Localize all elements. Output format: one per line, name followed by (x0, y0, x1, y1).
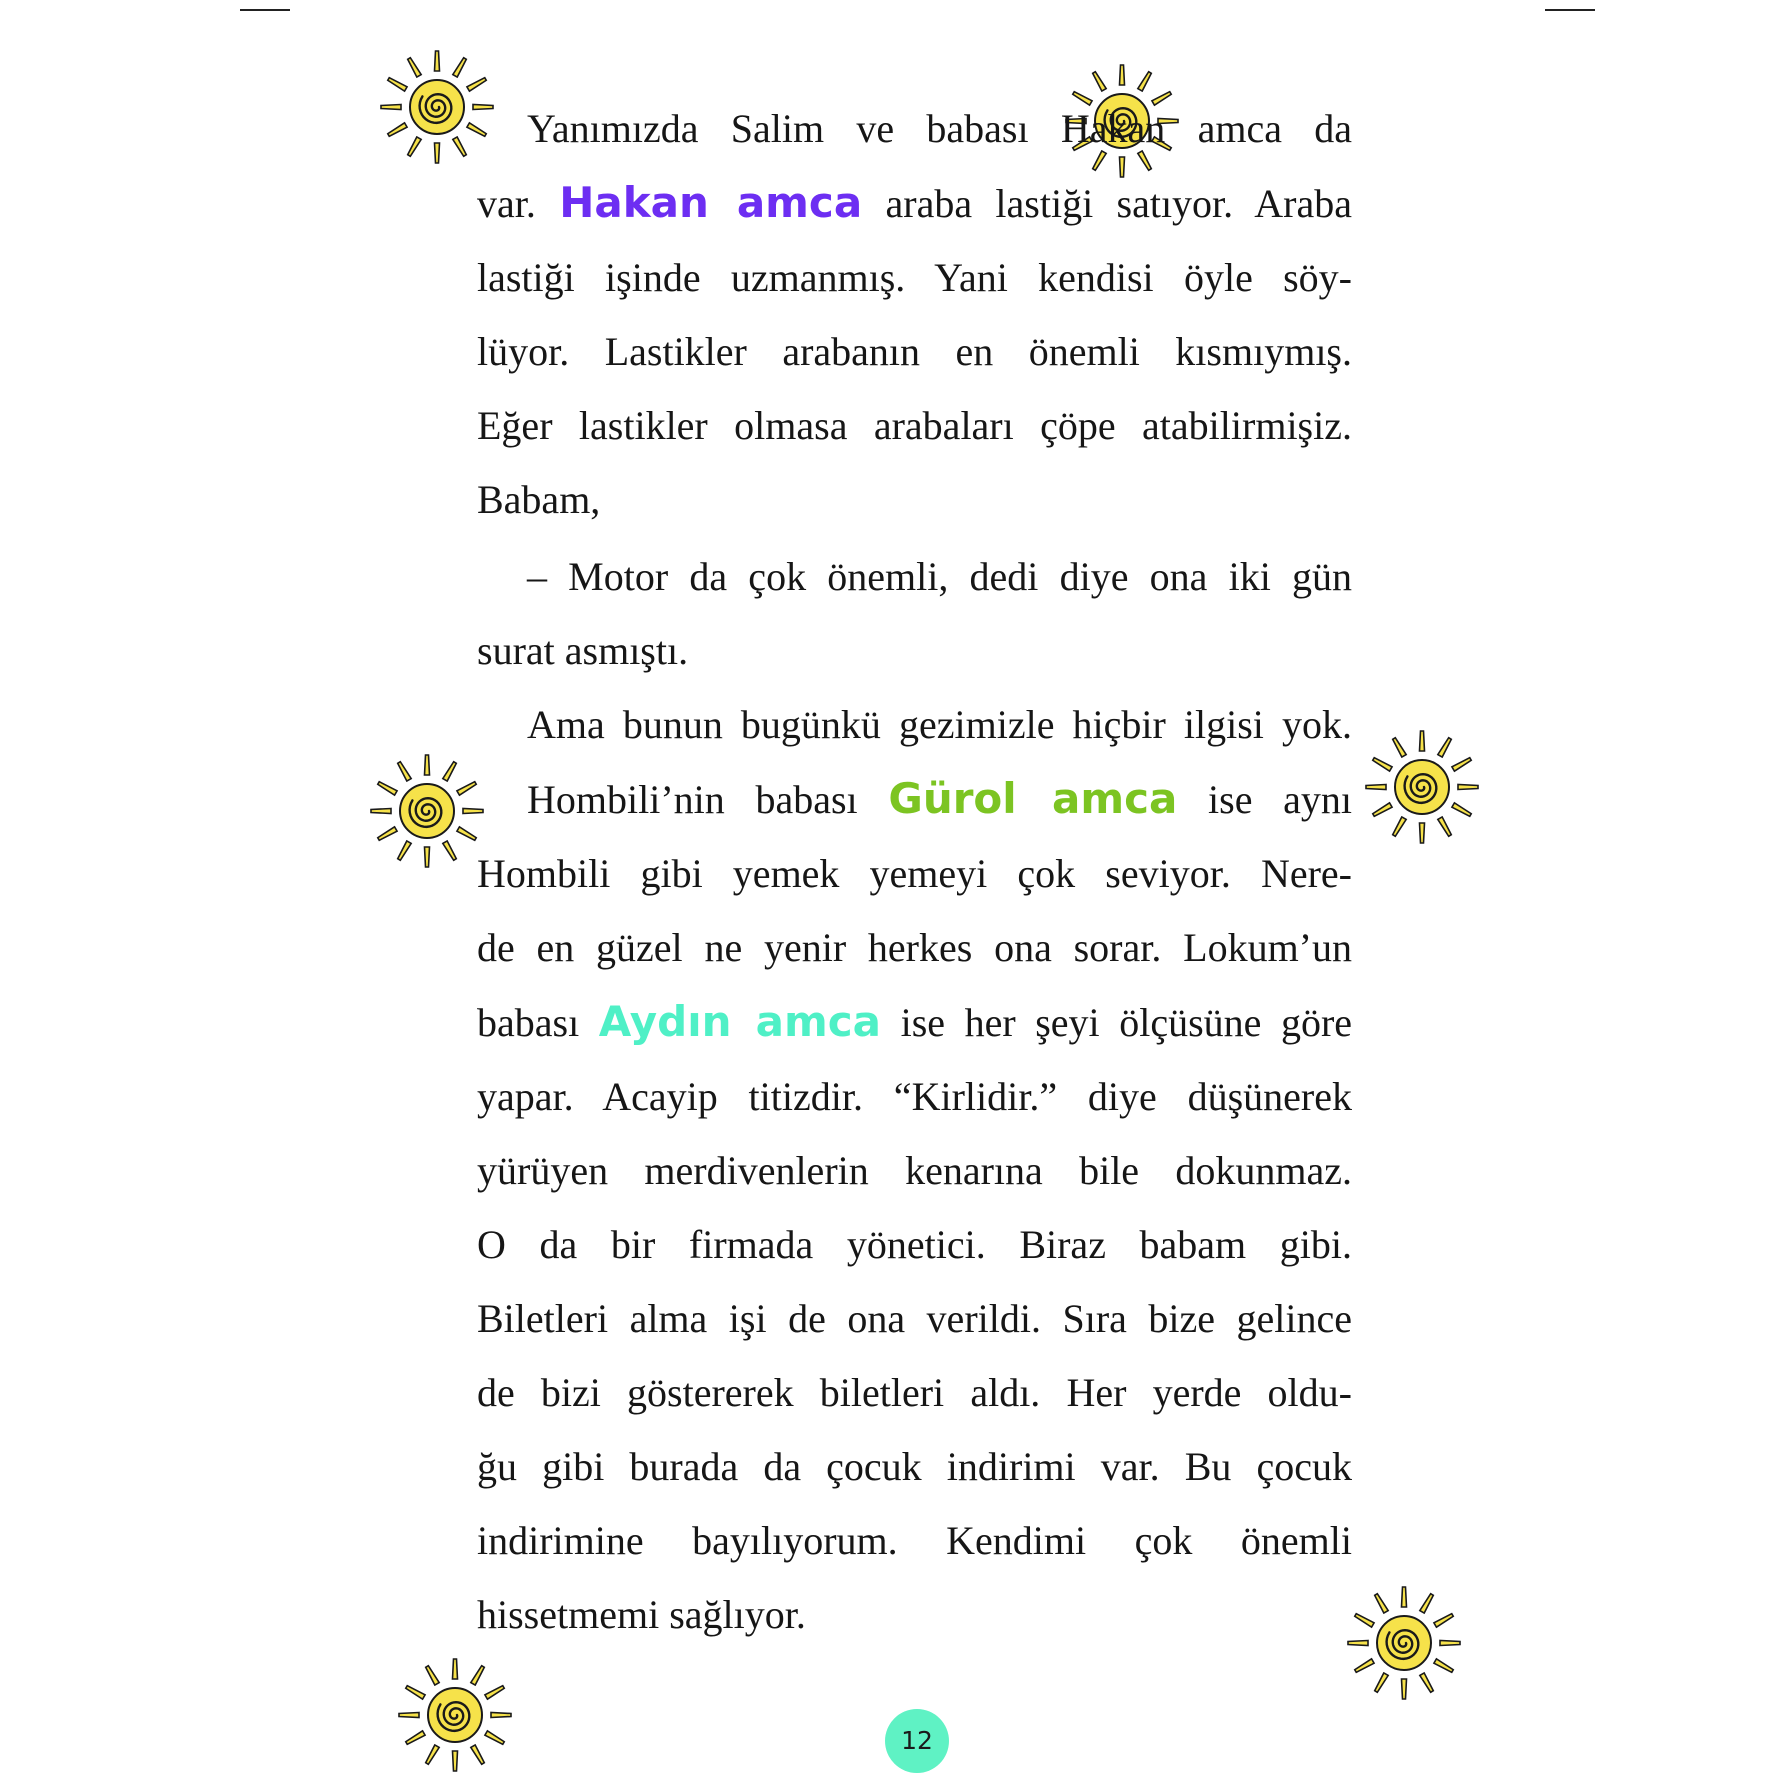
text-line: yürüyen merdivenlerin kenarına bile dokunmaz. (477, 1148, 1352, 1193)
sun-ray (467, 78, 486, 91)
crop-mark-right (1545, 9, 1595, 11)
sun-disc (400, 784, 454, 838)
sun-disc (1395, 760, 1449, 814)
sun-icon (388, 1652, 522, 1778)
page-number-badge: 12 (885, 1709, 949, 1773)
sun-disc (428, 1688, 482, 1742)
paragraph-3 (477, 688, 1352, 762)
sun-ray (453, 137, 466, 156)
text-line: hissetmemi sağlıyor. (477, 1592, 806, 1637)
sun-ray (425, 847, 430, 867)
sun-disc (1377, 1616, 1431, 1670)
sun-ray (1373, 758, 1392, 771)
text-line (477, 166, 1352, 241)
sun-ray (398, 841, 411, 860)
sun-ray (1366, 785, 1386, 790)
sun-ray (1458, 785, 1478, 790)
sun-ray (1420, 823, 1425, 843)
sun-ray (435, 143, 440, 163)
sun-ray (426, 1666, 439, 1685)
sun-ray (485, 1686, 504, 1699)
text-line: Eğer lastikler olmasa arabaları çöpe atabilirmişiz. (477, 403, 1352, 448)
sun-ray (399, 1713, 419, 1718)
sun-ray (453, 1751, 458, 1771)
text-line: O da bir firmada yönetici. Biraz babam gibi. (477, 1222, 1352, 1267)
sun-ray (398, 762, 411, 781)
sun-ray (1438, 817, 1451, 836)
sun-ray (406, 1731, 425, 1744)
sun-ray (1434, 1614, 1453, 1627)
sun-ray (1093, 72, 1106, 91)
sun-ray (1393, 817, 1406, 836)
text-line: surat asmıştı. (477, 628, 689, 673)
sun-icon (1337, 1580, 1471, 1706)
sun-ray (1438, 738, 1451, 757)
sun-ray (453, 58, 466, 77)
sun-ray (1452, 758, 1471, 771)
sun-icon (1355, 724, 1489, 850)
text-line: indirimine bayılıyorum. Kendimi çok önemli (477, 1518, 1352, 1563)
sun-ray (1393, 738, 1406, 757)
text-line: Ama bunun bugünkü gezimizle hiçbir ilgisi yok. (527, 702, 1352, 747)
text-line: – Motor da çok önemli, dedi diye ona iki gün (527, 554, 1352, 599)
text-line: de en güzel ne yenir herkes ona sorar. Lokum’un (477, 925, 1352, 970)
sun-ray (1440, 1641, 1460, 1646)
sun-ray (1355, 1659, 1374, 1672)
sun-ray (435, 51, 440, 71)
text-line (477, 985, 1352, 1060)
sun-ray (1420, 1594, 1433, 1613)
text-line: Biletleri alma işi de ona verildi. Sıra bize gelince (477, 1296, 1352, 1341)
text-line: Babam, (477, 477, 601, 522)
text-line: Hombili gibi yemek yemeyi çok seviyor. Nere- (477, 851, 1352, 896)
text-line: lüyor. Lastikler arabanın en önemli kısmıymış. (477, 329, 1352, 374)
sun-ray (371, 809, 391, 814)
sun-ray (471, 1666, 484, 1685)
sun-icon (360, 748, 494, 874)
sun-ray (1355, 1614, 1374, 1627)
sun-disc (410, 80, 464, 134)
sun-ray (1452, 803, 1471, 816)
text-line: de bizi göstererek biletleri aldı. Her yerde oldu- (477, 1370, 1352, 1415)
sun-ray (457, 782, 476, 795)
highlighted-name-gurol: Gürol amca (888, 774, 1178, 823)
text-fragment: Hombili’nin babası (527, 777, 858, 822)
text-fragment: babası (477, 1000, 580, 1045)
paragraph-2 (477, 540, 1352, 688)
text-fragment: araba lastiği satıyor. Araba (885, 181, 1352, 226)
sun-ray (1120, 65, 1125, 85)
sun-ray (1375, 1594, 1388, 1613)
text-fragment: ise aynı (1208, 777, 1353, 822)
sun-ray (471, 1745, 484, 1764)
text-line: Yanımızda Salim ve babası Hakan amca da (527, 106, 1352, 151)
sun-ray (485, 1731, 504, 1744)
sun-ray (1420, 731, 1425, 751)
sun-ray (381, 105, 401, 110)
paragraph-1 (477, 92, 1352, 537)
sun-ray (453, 1659, 458, 1679)
sun-ray (1402, 1679, 1407, 1699)
sun-ray (406, 1686, 425, 1699)
text-fragment: ise her şeyi ölçüsüne göre (900, 1000, 1353, 1045)
sun-ray (408, 137, 421, 156)
sun-ray (1434, 1659, 1453, 1672)
sun-ray (443, 841, 456, 860)
crop-mark-left (240, 9, 290, 11)
sun-ray (457, 827, 476, 840)
sun-ray (1375, 1673, 1388, 1692)
sun-ray (408, 58, 421, 77)
sun-ray (443, 762, 456, 781)
highlighted-name-hakan: Hakan amca (559, 178, 863, 227)
sun-ray (1138, 72, 1151, 91)
text-line: lastiği işinde uzmanmış. Yani kendisi öyle söy- (477, 255, 1352, 300)
sun-ray (388, 78, 407, 91)
sun-ray (1402, 1587, 1407, 1607)
sun-ray (425, 755, 430, 775)
sun-ray (388, 123, 407, 136)
sun-ray (426, 1745, 439, 1764)
sun-ray (1420, 1673, 1433, 1692)
text-line: yapar. Acayip titizdir. “Kirlidir.” diye düşünerek (477, 1074, 1352, 1119)
highlighted-name-aydin: Aydın amca (598, 997, 882, 1046)
sun-ray (378, 827, 397, 840)
text-fragment: var. (477, 181, 536, 226)
sun-ray (491, 1713, 511, 1718)
paragraph-4 (477, 762, 1352, 1652)
text-line: ğu gibi burada da çocuk indirimi var. Bu çocuk (477, 1444, 1352, 1489)
sun-ray (378, 782, 397, 795)
sun-ray (1373, 803, 1392, 816)
text-line (477, 762, 1352, 837)
